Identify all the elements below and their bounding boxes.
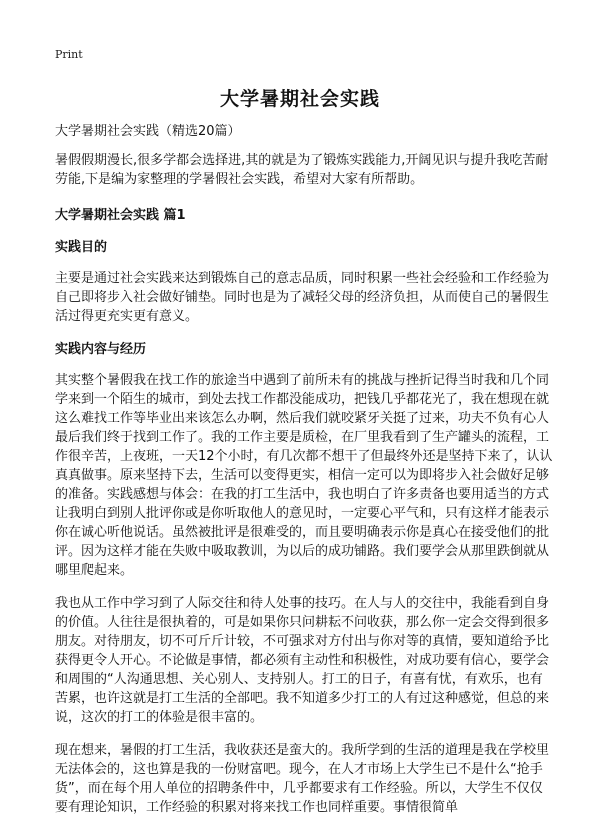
intro-paragraph: 暑假假期漫长,很多学都会选择进,其的就是为了锻炼实践能力,开阔见识与提升我吃苦耐劳能,下是编为家整理的学暑假社会实践，希望对大家有所帮助。 [55, 153, 549, 187]
document-subtitle: 大学暑期社会实践（精选20篇） [55, 124, 241, 139]
content-paragraph: 现在想来，暑假的打工生活，我收获还是蛮大的。我所学到的生活的道理是我在学校里无法体会的，这也算是我的一份财富吧。现今，在人才市场上大学生已不是什么“抢手货”，而在每个用人单位的招聘条件中，几乎都要求有工作经验。所以，大学生不仅仅要有理论知识，工作经验的积累对将来找工作也同样重要。事情很简单 [55, 743, 550, 815]
print-link[interactable]: Print [55, 48, 83, 61]
section-title: 大学暑期社会实践 篇1 [55, 208, 186, 223]
content-paragraph: 其实整个暑假我在找工作的旅途当中遇到了前所未有的挑战与挫折记得当时我和几个同学来到一个陌生的城市，到处去找工作都没能成功，把钱几乎都花光了，我在想现在就这么难找工作等毕业出来该怎么办啊，然后我们就咬紧牙关挺了过来，功夫不负有心人最后我们终于找到工作了。我的工作主要是质检，在厂里我看到了生产罐头的流程，工作很辛苦，上夜班，一天12个小时，有几次都不想干了但最终外还是坚持下来了，认认真真做事。原来坚持下去，生活可以变得更实，相信一定可以为即将步入社会做好足够的准备。实践感想与体会：在我的打工生活中，我也明白了许多责备也要用适当的方式让我明白到别人批评你或是你听取他人的意见时，一定要心平气和，只有这样才能表示你在诚心听他说话。虽然被批评是很难受的，而且要明确表示你是真心在接受他们的批评。因为这样才能在失败中吸取教训，为以后的成功铺路。我们要学会从那里跌倒就从哪里爬起来。 [55, 373, 553, 578]
page-title: 大学暑期社会实践 [219, 88, 380, 110]
content-heading: 实践内容与经历 [55, 342, 147, 357]
purpose-heading: 实践目的 [55, 240, 108, 255]
document-body [55, 122, 555, 831]
content-paragraph: 我也从工作中学习到了人际交往和待人处事的技巧。在人与人的交往中，我能看到自身的价值。人往往是很执着的，可是如果你只问耕耘不问收获，那么你一定会交得到很多朋友。对待朋友，切不可斤斤计较，不可强求对方付出与你对等的真情，要知道给予比获得更令人开心。不论做是事情，都必须有主动性和积极性，对成功要有信心，要学会和周围的“人沟通思想、关心别人、支持别人。打工的日子，有喜有忧，有欢乐，也有苦累，也许这就是打工生活的全部吧。我不知道多少打工的人有过这种感觉，但总的来说，这次的打工的体验是很丰富的。 [55, 596, 550, 725]
purpose-paragraph: 主要是通过社会实践来达到锻炼自己的意志品质，同时积累一些社会经验和工作经验为自己即将步入社会做好铺垫。同时也是为了减轻父母的经济负担，从而使自己的暑假生活过得更充实更有意义。 [55, 271, 550, 324]
